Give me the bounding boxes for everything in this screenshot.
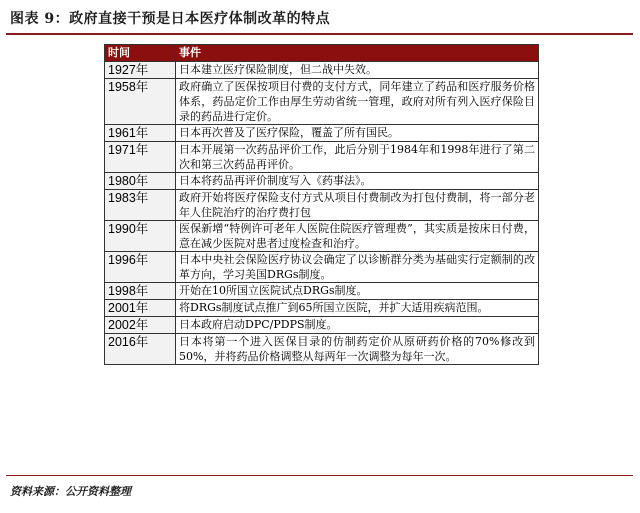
row-time: 1998年: [105, 283, 176, 300]
row-event: 日本建立医疗保险制度，但二战中失效。: [176, 62, 539, 79]
events-table: [104, 44, 539, 365]
row-time: 1996年: [105, 252, 176, 283]
table-row: [105, 190, 539, 221]
table-row: [105, 62, 539, 79]
table-row: [105, 283, 539, 300]
table-row: [105, 79, 539, 125]
row-event: 政府开始将医疗保险支付方式从项目付费制改为打包付费制，将一部分老年人住院治疗的治疗费打包: [176, 190, 539, 221]
row-event: 日本开展第一次药品评价工作，此后分别于1984年和1998年进行了第二次和第三次药品再评价。: [176, 142, 539, 173]
table-row: [105, 125, 539, 142]
header-event: 事件: [176, 45, 539, 62]
row-event: 将DRGs制度试点推广到65所国立医院，并扩大适用疾病范围。: [176, 300, 539, 317]
row-time: 2016年: [105, 334, 176, 365]
row-time: 1980年: [105, 173, 176, 190]
row-event: 开始在10所国立医院试点DRGs制度。: [176, 283, 539, 300]
figure-title: 图表 9：政府直接干预是日本医疗体制改革的特点: [10, 11, 331, 27]
row-time: 1971年: [105, 142, 176, 173]
table-row: [105, 317, 539, 334]
row-event: 日本将药品再评价制度写入《药事法》。: [176, 173, 539, 190]
row-time: 1958年: [105, 79, 176, 125]
row-event: 医保新增“特例许可老年人医院住院医疗管理费”，其实质是按床日付费，意在减少医院对患者过度检查和治疗。: [176, 221, 539, 252]
table-row: [105, 173, 539, 190]
row-event: 日本政府启动DPC/PDPS制度。: [176, 317, 539, 334]
table-row: [105, 252, 539, 283]
row-event: 日本将第一个进入医保目录的仿制药定价从原研药价格的70%修改到50%，并将药品价格调整从每两年一次调整为每年一次。: [176, 334, 539, 365]
table-row: [105, 221, 539, 252]
row-time: 1983年: [105, 190, 176, 221]
table-row: [105, 300, 539, 317]
table-header-row: [105, 45, 539, 62]
row-time: 2001年: [105, 300, 176, 317]
row-time: 1961年: [105, 125, 176, 142]
row-event: 日本中央社会保险医疗协议会确定了以诊断群分类为基础实行定额制的改革方向，学习美国DRGs制度。: [176, 252, 539, 283]
row-time: 1990年: [105, 221, 176, 252]
source-note: 资料来源：公开资料整理: [10, 485, 131, 498]
row-event: 政府确立了医保按项目付费的支付方式，同年建立了药品和医疗服务价格体系，药品定价工作由厚生劳动省统一管理，政府对所有列入医疗保险目录的药品进行定价。: [176, 79, 539, 125]
row-time: 2002年: [105, 317, 176, 334]
row-event: 日本再次普及了医疗保险，覆盖了所有国民。: [176, 125, 539, 142]
header-time: 时间: [105, 45, 176, 62]
table-row: [105, 142, 539, 173]
bottom-divider: [6, 475, 633, 476]
table-row: [105, 334, 539, 365]
top-divider: [6, 33, 633, 35]
row-time: 1927年: [105, 62, 176, 79]
